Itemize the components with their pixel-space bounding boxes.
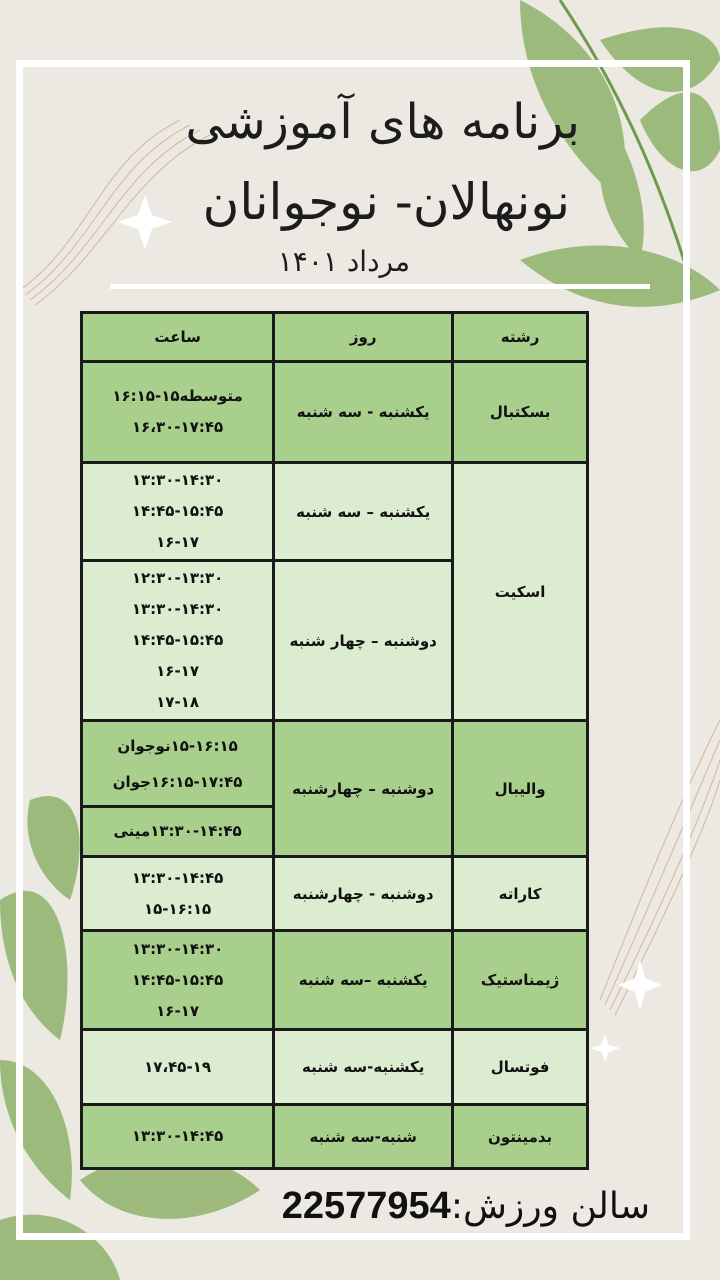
time-line: ۱۳:۳۰-۱۴:۳۰: [131, 600, 224, 618]
day-cell: یکشنبه-سه شنبه: [274, 1030, 453, 1105]
sport-cell: فوتسال: [453, 1030, 588, 1105]
table-row: [82, 1105, 588, 1169]
time-line: ۱۴:۴۵-۱۵:۴۵: [131, 970, 224, 989]
sport-cell: اسکیت: [453, 463, 588, 721]
time-line: ۱۶-۱۷: [156, 533, 199, 551]
footer-phone: 22577954: [281, 1185, 451, 1227]
time-line: متوسطه۱۵-۱۶:۱۵: [112, 387, 243, 405]
time-line: ۱۳:۳۰-۱۴:۴۵: [131, 1127, 224, 1145]
title-line-1: برنامه های آموزشی: [185, 94, 580, 150]
time-cell: [82, 1030, 274, 1105]
time-cell: [82, 463, 274, 561]
time-line: ۱۳:۳۰-۱۴:۴۵مینی: [113, 822, 242, 840]
time-line: ۱۷-۱۸: [156, 693, 199, 711]
time-line: ۱۶:۱۵-۱۷:۴۵جوان: [112, 772, 243, 791]
day-cell: دوشنبه – چهارشنبه: [274, 721, 453, 857]
time-line: ۱۶-۱۷: [156, 662, 199, 680]
time-cell: [82, 362, 274, 463]
time-line: ۱۲:۳۰-۱۳:۳۰: [131, 569, 224, 587]
time-line: ۱۳:۳۰-۱۴:۳۰: [131, 471, 224, 489]
time-line: ۱۳:۳۰-۱۴:۴۵: [131, 868, 224, 887]
time-line: ۱۵-۱۶:۱۵: [144, 899, 212, 918]
time-line: ۱۴:۴۵-۱۵:۴۵: [131, 502, 224, 520]
header-day: روز: [274, 313, 453, 362]
table-row: [82, 362, 588, 463]
schedule-table: [80, 311, 589, 1170]
sport-cell: ژیمناستیک: [453, 931, 588, 1030]
day-cell: یکشنبه –سه شنبه: [274, 931, 453, 1030]
time-cell: [82, 721, 274, 807]
sport-cell: والیبال: [453, 721, 588, 857]
sport-cell: بدمینتون: [453, 1105, 588, 1169]
sport-cell: کاراته: [453, 857, 588, 931]
time-cell: [82, 931, 274, 1030]
header-sport: رشته: [453, 313, 588, 362]
time-cell: [82, 1105, 274, 1169]
footer-label: سالن ورزش:: [450, 1186, 650, 1227]
title-line-2: نونهالان- نوجوانان: [202, 173, 570, 231]
footer-contact: [282, 1185, 650, 1228]
day-cell: دوشنبه – چهار شنبه: [274, 561, 453, 721]
table-row: [82, 857, 588, 931]
table-row: [82, 721, 588, 807]
table-row: [82, 1030, 588, 1105]
time-line: ۱۶-۱۷: [156, 1001, 199, 1020]
table-row: [82, 931, 588, 1030]
day-cell: یکشنبه – سه شنبه: [274, 463, 453, 561]
time-cell: [82, 807, 274, 857]
time-line: ۱۳:۳۰-۱۴:۳۰: [131, 939, 224, 958]
time-line: ۱۵-۱۶:۱۵نوجوان: [117, 736, 238, 755]
time-line: ۱۶،۳۰-۱۷:۴۵: [131, 418, 224, 436]
time-cell: [82, 561, 274, 721]
time-cell: [82, 857, 274, 931]
title-date: مرداد ۱۴۰۱: [277, 245, 410, 278]
day-cell: شنبه-سه شنبه: [274, 1105, 453, 1169]
table-header-row: [82, 313, 588, 362]
sport-cell: بسکتبال: [453, 362, 588, 463]
table-row: [82, 463, 588, 561]
time-line: ۱۷،۴۵-۱۹: [144, 1057, 211, 1076]
title-divider: [110, 284, 650, 289]
time-line: ۱۴:۴۵-۱۵:۴۵: [131, 631, 224, 649]
day-cell: دوشنبه - چهارشنبه: [274, 857, 453, 931]
header-time: ساعت: [82, 313, 274, 362]
day-cell: یکشنبه - سه شنبه: [274, 362, 453, 463]
